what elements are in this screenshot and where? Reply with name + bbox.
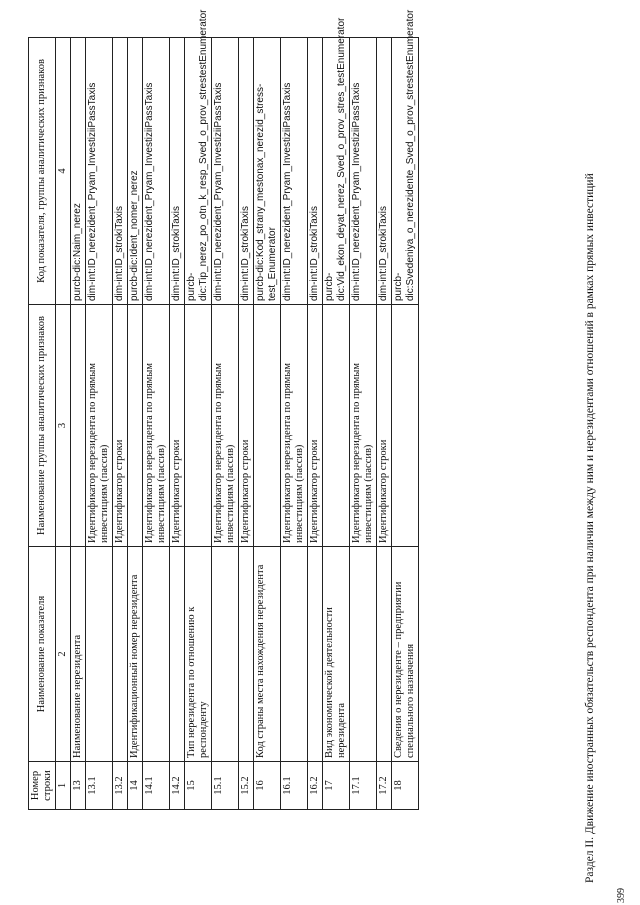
group-name — [254, 305, 281, 547]
indicator-name — [86, 547, 113, 762]
indicator-name — [239, 547, 254, 762]
column-number: 4 — [56, 38, 71, 305]
indicator-name — [212, 547, 239, 762]
group-name — [392, 305, 419, 547]
row-number: 17 — [323, 762, 350, 810]
group-name: Идентификатор строки — [308, 305, 323, 547]
table-row — [392, 38, 419, 810]
page-number: 399 — [616, 888, 627, 903]
table-row — [128, 38, 143, 810]
indicator-code: dim-int:ID_strokiTaxis — [377, 38, 392, 305]
row-number: 15 — [185, 762, 212, 810]
row-number: 15.1 — [212, 762, 239, 810]
indicator-code: dim-int:ID_nerezident_Pryam_InvestiziiPassTaxis — [86, 38, 113, 305]
indicator-code: dim-int:ID_strokiTaxis — [170, 38, 185, 305]
row-number: 13 — [71, 762, 86, 810]
indicator-code: dim-int:ID_strokiTaxis — [308, 38, 323, 305]
table-row — [71, 38, 86, 810]
indicator-name: Тип нерезидента по отношению к респонденту — [185, 547, 212, 762]
indicator-code: purcb-dic:Ident_nomer_nerez — [128, 38, 143, 305]
table-row — [113, 38, 128, 810]
indicator-code: dim-int:ID_nerezident_Pryam_InvestiziiPassTaxis — [143, 38, 170, 305]
header-group-name: Наименование группы аналитических признаков — [29, 305, 56, 547]
table-row — [143, 38, 170, 810]
table-row — [350, 38, 377, 810]
indicator-code: dim-int:ID_nerezident_Pryam_InvestiziiPassTaxis — [281, 38, 308, 305]
group-name: Идентификатор нерезидента по прямым инвестициям (пассив) — [212, 305, 239, 547]
row-number: 18 — [392, 762, 419, 810]
row-number: 16.1 — [281, 762, 308, 810]
group-name — [128, 305, 143, 547]
indicator-code: purcb-dic:Naim_nerez — [71, 38, 86, 305]
indicator-name: Код страны места нахождения нерезидента — [254, 547, 281, 762]
section-title: Раздел II. Движение иностранных обязательств респондента при наличии между ним и нерезидентами отношений в рамках прямых инвестиций — [584, 173, 596, 883]
table-row — [323, 38, 350, 810]
indicator-name: Наименование нерезидента — [71, 547, 86, 762]
row-number: 17.2 — [377, 762, 392, 810]
indicator-code: dim-int:ID_strokiTaxis — [113, 38, 128, 305]
group-name: Идентификатор строки — [239, 305, 254, 547]
indicator-table — [28, 9, 419, 810]
table-header-row — [29, 38, 56, 810]
group-name: Идентификатор строки — [170, 305, 185, 547]
indicator-name — [377, 547, 392, 762]
table-row — [239, 38, 254, 810]
row-number: 14.2 — [170, 762, 185, 810]
column-number: 2 — [56, 547, 71, 762]
table-row — [185, 38, 212, 810]
indicator-code: purcb-dic:Vid_ekon_deyat_nerez_Sved_o_prov_stres_testEnumerator — [323, 38, 350, 305]
group-name: Идентификатор нерезидента по прямым инвестициям (пассив) — [350, 305, 377, 547]
row-number: 14.1 — [143, 762, 170, 810]
row-number: 13.2 — [113, 762, 128, 810]
indicator-name — [281, 547, 308, 762]
table-row — [212, 38, 239, 810]
indicator-code: dim-int:ID_nerezident_Pryam_InvestiziiPassTaxis — [212, 38, 239, 305]
column-number: 1 — [56, 762, 71, 810]
group-name: Идентификатор нерезидента по прямым инвестициям (пассив) — [281, 305, 308, 547]
indicator-name — [143, 547, 170, 762]
table-row — [86, 38, 113, 810]
indicator-code: purcb-dic:Tip_nerez_po_otn_k_resp_Sved_o_prov_strestestEnumerator — [185, 38, 212, 305]
table-row — [281, 38, 308, 810]
indicator-name: Идентификационный номер нерезидента — [128, 547, 143, 762]
indicator-name — [170, 547, 185, 762]
indicator-name — [308, 547, 323, 762]
indicator-code: dim-int:ID_nerezident_Pryam_InvestiziiPassTaxis — [350, 38, 377, 305]
row-number: 16.2 — [308, 762, 323, 810]
row-number: 14 — [128, 762, 143, 810]
table-row — [254, 38, 281, 810]
group-name — [71, 305, 86, 547]
group-name — [185, 305, 212, 547]
header-code: Код показателя, группы аналитических признаков — [29, 38, 56, 305]
group-name: Идентификатор нерезидента по прямым инвестициям (пассив) — [143, 305, 170, 547]
indicator-code: purcb-dic:Kod_strany_mestonax_nerezid_stress-test_Enumerator — [254, 38, 281, 305]
table-row — [308, 38, 323, 810]
column-number-row — [56, 38, 71, 810]
header-indicator-name: Наименование показателя — [29, 547, 56, 762]
indicator-name — [350, 547, 377, 762]
column-number: 3 — [56, 305, 71, 547]
header-row-number: Номер строки — [29, 762, 56, 810]
row-number: 15.2 — [239, 762, 254, 810]
table-row — [377, 38, 392, 810]
row-number: 16 — [254, 762, 281, 810]
indicator-code: dim-int:ID_strokiTaxis — [239, 38, 254, 305]
indicator-code: purcb-dic:Svedeniya_o_nerezidente_Sved_o_prov_strestestEnumerator — [392, 38, 419, 305]
indicator-name: Вид экономической деятельности нерезидента — [323, 547, 350, 762]
group-name: Идентификатор строки — [113, 305, 128, 547]
row-number: 13.1 — [86, 762, 113, 810]
group-name: Идентификатор нерезидента по прямым инвестициям (пассив) — [86, 305, 113, 547]
table-row — [170, 38, 185, 810]
group-name — [323, 305, 350, 547]
indicator-name — [113, 547, 128, 762]
row-number: 17.1 — [350, 762, 377, 810]
group-name: Идентификатор строки — [377, 305, 392, 547]
indicator-name: Сведения о нерезиденте – предприятии специального назначения — [392, 547, 419, 762]
